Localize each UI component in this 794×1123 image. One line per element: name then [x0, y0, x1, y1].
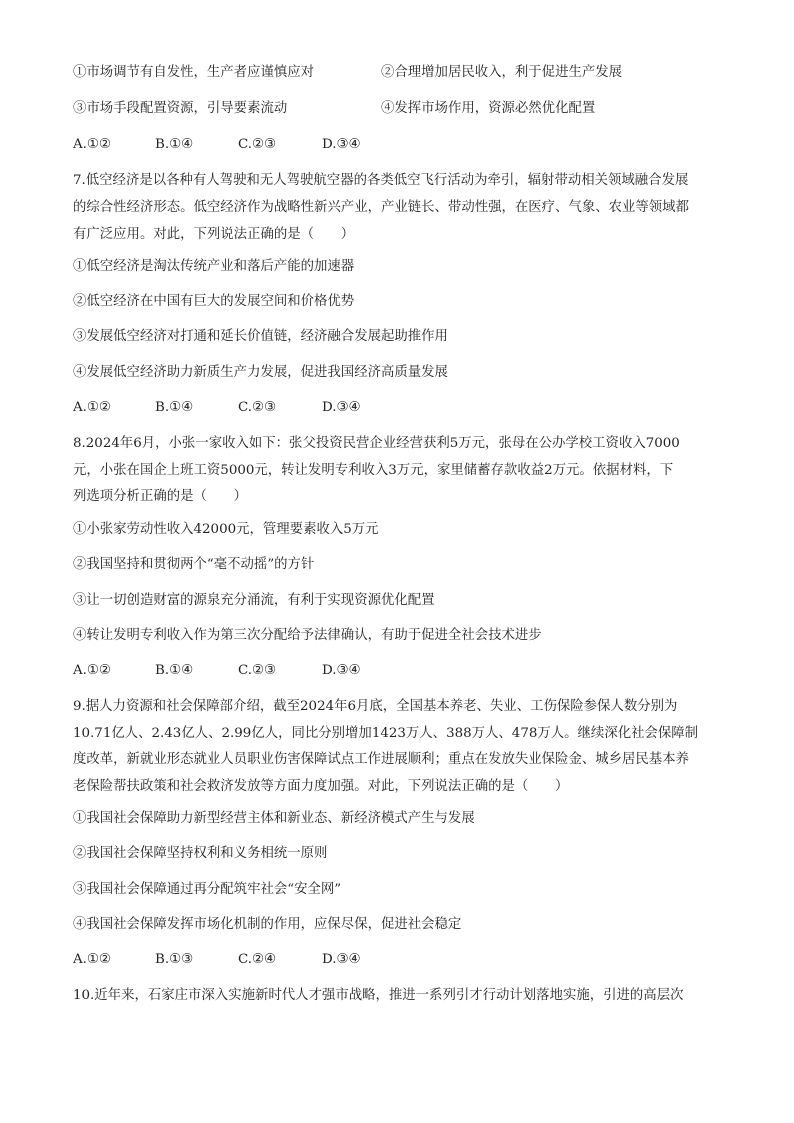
- q6-option-4: ④发挥市场作用，资源必然优化配置: [381, 101, 596, 116]
- q7-stem-line-3: 有广泛应用。对此，下列说法正确的是（ ）: [73, 227, 355, 242]
- choice-c: C.②④: [238, 952, 277, 967]
- choice-a: A.①②: [73, 400, 111, 415]
- choice-b: B.①④: [155, 400, 194, 415]
- choice-c: C.②③: [238, 663, 277, 678]
- q7-option-4: ④发展低空经济助力新质生产力发展，促进我国经济高质量发展: [73, 365, 448, 380]
- choice-a: A.①②: [73, 952, 111, 967]
- choice-d: D.③④: [322, 137, 361, 152]
- choice-a: A.①②: [73, 137, 111, 152]
- q9-option-3: ③我国社会保障通过再分配筑牢社会“安全网”: [73, 882, 342, 897]
- choice-d: D.③④: [322, 400, 361, 415]
- q6-option-1: ①市场调节有自发性，生产者应谨慎应对: [73, 65, 315, 80]
- q8-stem-line-3: 列选项分析正确的是（ ）: [73, 489, 248, 504]
- choice-b: B.①④: [155, 137, 194, 152]
- choice-b: B.①③: [155, 952, 194, 967]
- q7-option-2: ②低空经济在中国有巨大的发展空间和价格优势: [73, 294, 355, 309]
- q9-stem-line-4: 老保险帮扶政策和社会救济发放等方面力度加强。对此，下列说法正确的是（ ）: [73, 779, 569, 794]
- q6-option-2: ②合理增加居民收入，利于促进生产发展: [381, 65, 623, 80]
- choice-b: B.①④: [155, 663, 194, 678]
- q7-choices: [73, 399, 402, 417]
- choice-c: C.②③: [238, 137, 277, 152]
- q8-option-1: ①小张家劳动性收入42000元，管理要素收入5万元: [73, 522, 379, 537]
- q9-option-4: ④我国社会保障发挥市场化机制的作用，应保尽保，促进社会稳定: [73, 917, 462, 932]
- q7-stem-line-1: 7.低空经济是以各种有人驾驶和无人驾驶航空器的各类低空飞行活动为牵引，辐射带动相关领域融合发展: [73, 173, 689, 188]
- q8-stem-line-1: 8.2024年6月，小张一家收入如下：张父投资民营企业经营获利5万元，张母在公办学校工资收入7000: [73, 436, 680, 451]
- choice-a: A.①②: [73, 663, 111, 678]
- choice-d: D.③④: [322, 952, 361, 967]
- q7-stem-line-2: 的综合性经济形态。低空经济作为战略性新兴产业，产业链长、带动性强，在医疗、气象、农业等领域都: [73, 200, 689, 215]
- q6-option-3: ③市场手段配置资源，引导要素流动: [73, 101, 288, 116]
- q9-stem-line-2: 10.71亿人、2.43亿人、2.99亿人，同比分别增加1423万人、388万人、478万人。继续深化社会保障制: [73, 726, 699, 741]
- q9-option-2: ②我国社会保障坚持权利和义务相统一原则: [73, 846, 328, 861]
- choice-d: D.③④: [322, 663, 361, 678]
- q10-stem-line-1: 10.近年来，石家庄市深入实施新时代人才强市战略，推进一系列引才行动计划落地实施，引进的高层次: [73, 988, 684, 1003]
- q7-option-3: ③发展低空经济对打通和延长价值链，经济融合发展起助推作用: [73, 329, 448, 344]
- q8-choices: [73, 662, 402, 680]
- q9-choices: [73, 951, 402, 969]
- q8-option-2: ②我国坚持和贯彻两个“毫不动摇”的方针: [73, 557, 315, 572]
- q7-option-1: ①低空经济是淘汰传统产业和落后产能的加速器: [73, 259, 355, 274]
- q8-stem-line-2: 元，小张在国企上班工资5000元，转让发明专利收入3万元，家里储蓄存款收益2万元。依据材料，下: [73, 463, 674, 478]
- q8-option-4: ④转让发明专利收入作为第三次分配给予法律确认，有助于促进全社会技术进步: [73, 628, 542, 643]
- q9-stem-line-3: 度改革，新就业形态就业人员职业伤害保障试点工作进展顺利；重点在发放失业保险金、城乡居民基本养: [73, 752, 689, 767]
- q6-choices: [73, 136, 402, 154]
- q9-stem-line-1: 9.据人力资源和社会保障部介绍，截至2024年6月底，全国基本养老、失业、工伤保险参保人数分别为: [73, 699, 678, 714]
- choice-c: C.②③: [238, 400, 277, 415]
- q8-option-3: ③让一切创造财富的源泉充分涌流，有利于实现资源优化配置: [73, 593, 435, 608]
- q9-option-1: ①我国社会保障助力新型经营主体和新业态、新经济模式产生与发展: [73, 811, 475, 826]
